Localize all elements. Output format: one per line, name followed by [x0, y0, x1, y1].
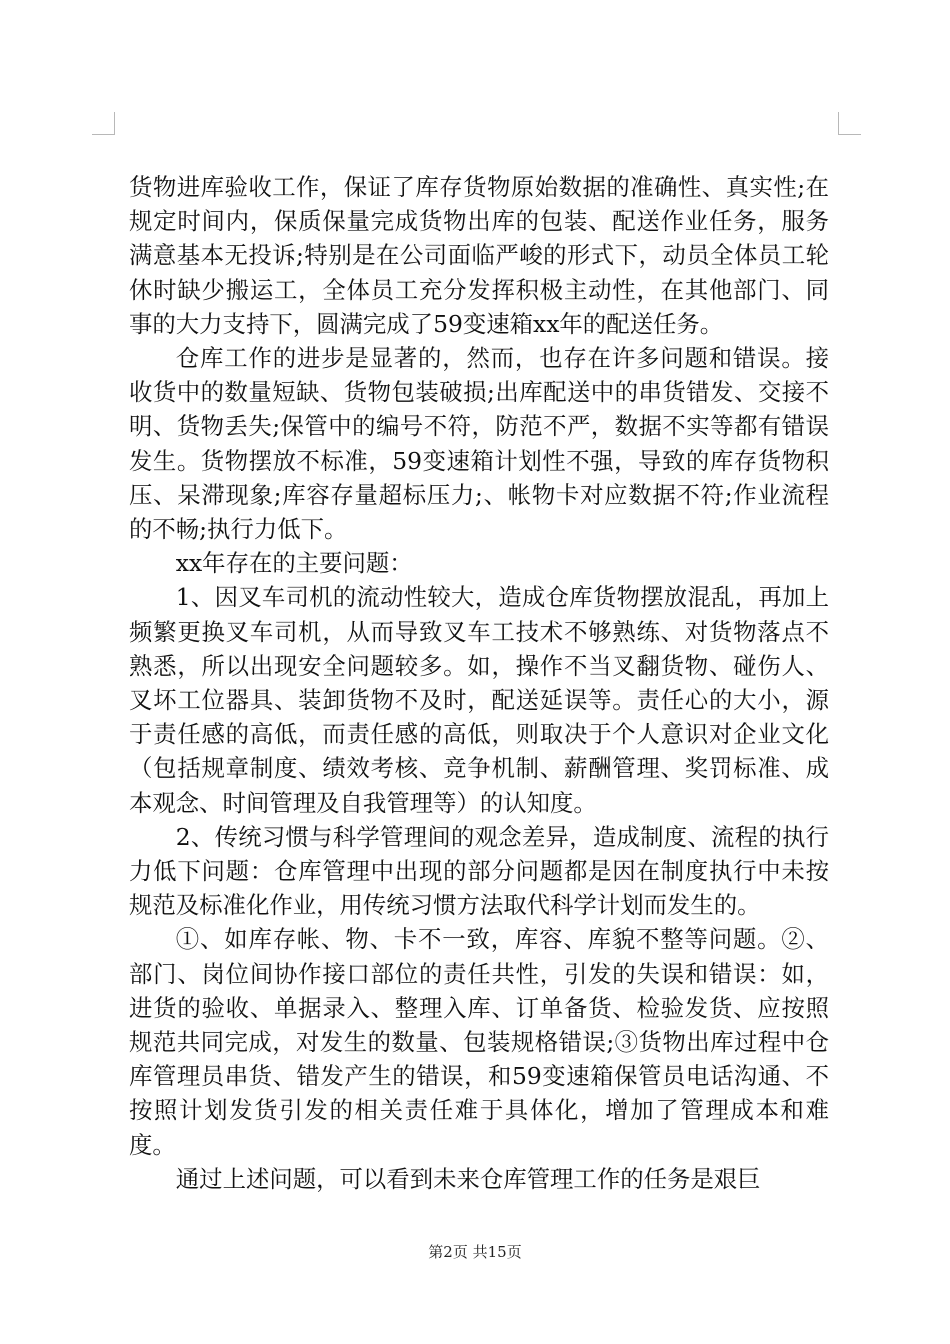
- paragraph-5: 2、传统习惯与科学管理间的观念差异，造成制度、流程的执行力低下问题：仓库管理中出现的部分问题都是因在制度执行中未按规范及标准化作业，用传统习惯方法取代科学计划而发生的。: [129, 822, 829, 920]
- page-number-label: 第2页 共15页: [428, 1243, 522, 1261]
- paragraph-2: 仓库工作的进步是显著的，然而，也存在许多问题和错误。接收货中的数量短缺、货物包装破损;出库配送中的串货错发、交接不明、货物丢失;保管中的编号不符，防范不严，数据不实等都有错误发生。货物摆放不标准，59变速箱计划性不强，导致的库存货物积压、呆滞现象;库容存量超标压力;、帐物卡对应数据不符;作业流程的不畅;执行力低下。: [129, 344, 829, 544]
- paragraph-7: 通过上述问题，可以看到未来仓库管理工作的任务是艰巨: [175, 1164, 761, 1193]
- document-body: [129, 170, 829, 1196]
- paragraph-1: 货物进库验收工作，保证了库存货物原始数据的准确性、真实性;在规定时间内，保质保量完成货物出库的包装、配送作业任务，服务满意基本无投诉;特别是在公司面临严峻的形式下，动员全体员工轮休时缺少搬运工，全体员工充分发挥积极主动性，在其他部门、同事的大力支持下，圆满完成了59变速箱xx年的配送任务。: [129, 173, 829, 338]
- paragraph-3: xx年存在的主要问题：: [175, 549, 413, 578]
- page-footer: [0, 1241, 950, 1262]
- crop-mark-top-left: [92, 112, 115, 135]
- paragraph-6: ①、如库存帐、物、卡不一致，库容、库貌不整等问题。②、部门、岗位间协作接口部位的责任共性，引发的失误和错误：如，进货的验收、单据录入、整理入库、订单备货、检验发货、应按照规范共同完成，对发生的数量、包装规格错误;③货物出库过程中仓库管理员串货、错发产生的错误，和59变速箱保管员电话沟通、不按照计划发货引发的相关责任难于具体化，增加了管理成本和难度。: [129, 925, 829, 1159]
- paragraph-4: 1、因叉车司机的流动性较大，造成仓库货物摆放混乱，再加上频繁更换叉车司机，从而导致叉车工技术不够熟练、对货物落点不熟悉，所以出现安全问题较多。如，操作不当叉翻货物、碰伤人、叉坏工位器具、装卸货物不及时，配送延误等。责任心的大小，源于责任感的高低，而责任感的高低，则取决于个人意识对企业文化（包括规章制度、绩效考核、竞争机制、薪酬管理、奖罚标准、成本观念、时间管理及自我管理等）的认知度。: [129, 583, 829, 817]
- crop-mark-top-right: [838, 112, 861, 135]
